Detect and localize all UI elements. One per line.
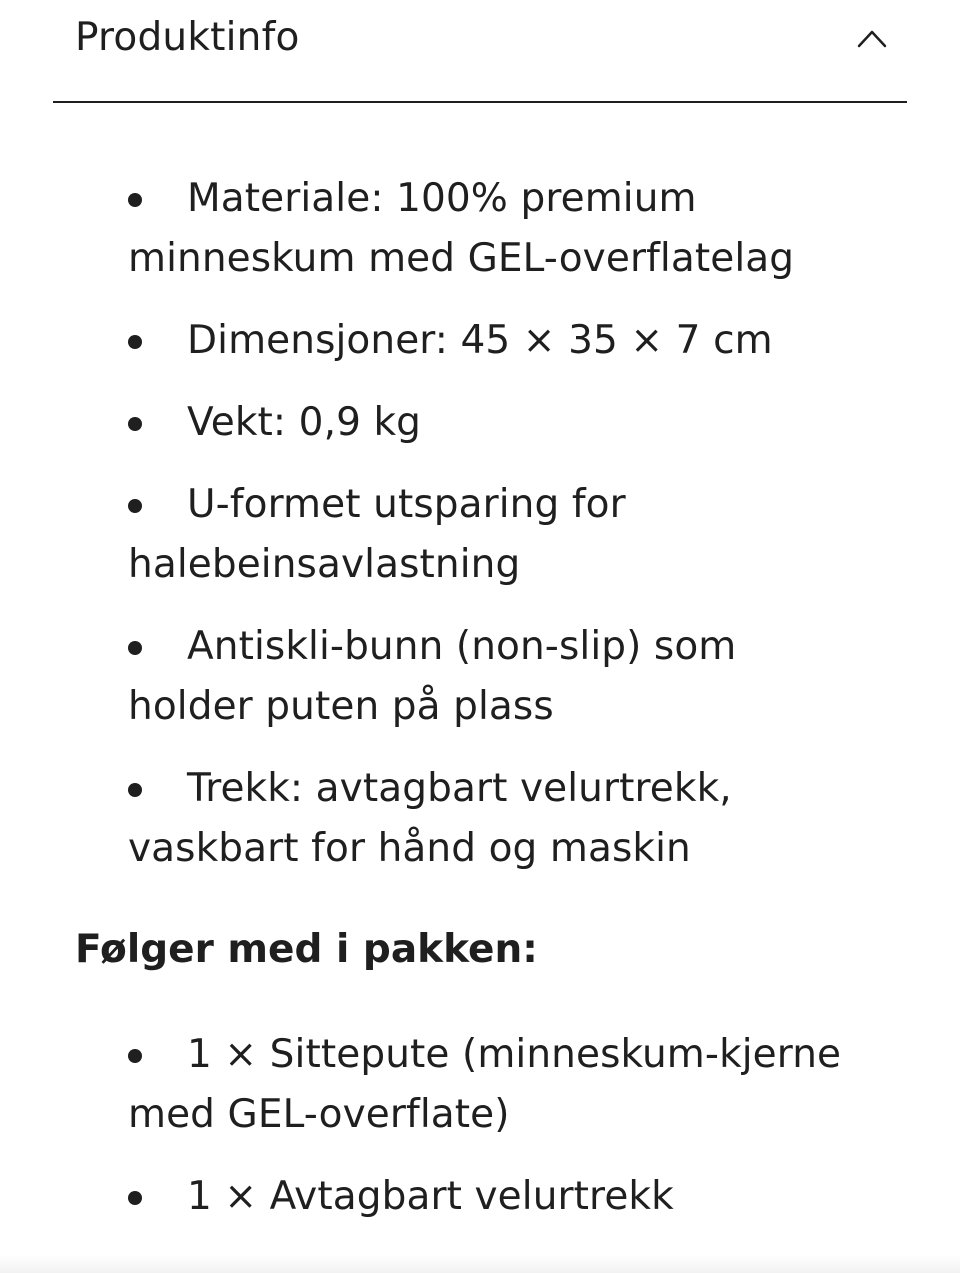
list-item: Materiale: 100% premium minneskum med GEL-overflatelag xyxy=(128,169,868,289)
bottom-fade xyxy=(0,1255,960,1273)
accordion-header[interactable] xyxy=(53,0,907,103)
chevron-up-icon[interactable] xyxy=(857,26,887,50)
list-item: 1 × Sittepute (minneskum-kjerne med GEL-overflate) xyxy=(128,1025,868,1145)
product-info-accordion xyxy=(53,0,907,1219)
list-item: Antiskli-bunn (non-slip) som holder puten på plass xyxy=(128,617,868,737)
list-item: Trekk: avtagbart velurtrekk, vaskbart for hånd og maskin xyxy=(128,759,868,879)
list-item: U-formet utsparing for halebeinsavlastning xyxy=(128,475,868,595)
list-item: Vekt: 0,9 kg xyxy=(128,393,868,453)
accordion-title: Produktinfo xyxy=(75,15,300,60)
included-heading: Følger med i pakken: xyxy=(75,927,538,972)
list-item: 1 × Avtagbart velurtrekk xyxy=(128,1167,868,1227)
list-item: Dimensjoner: 45 × 35 × 7 cm xyxy=(128,311,868,371)
included-list xyxy=(128,1025,868,1249)
spec-list xyxy=(128,169,868,901)
